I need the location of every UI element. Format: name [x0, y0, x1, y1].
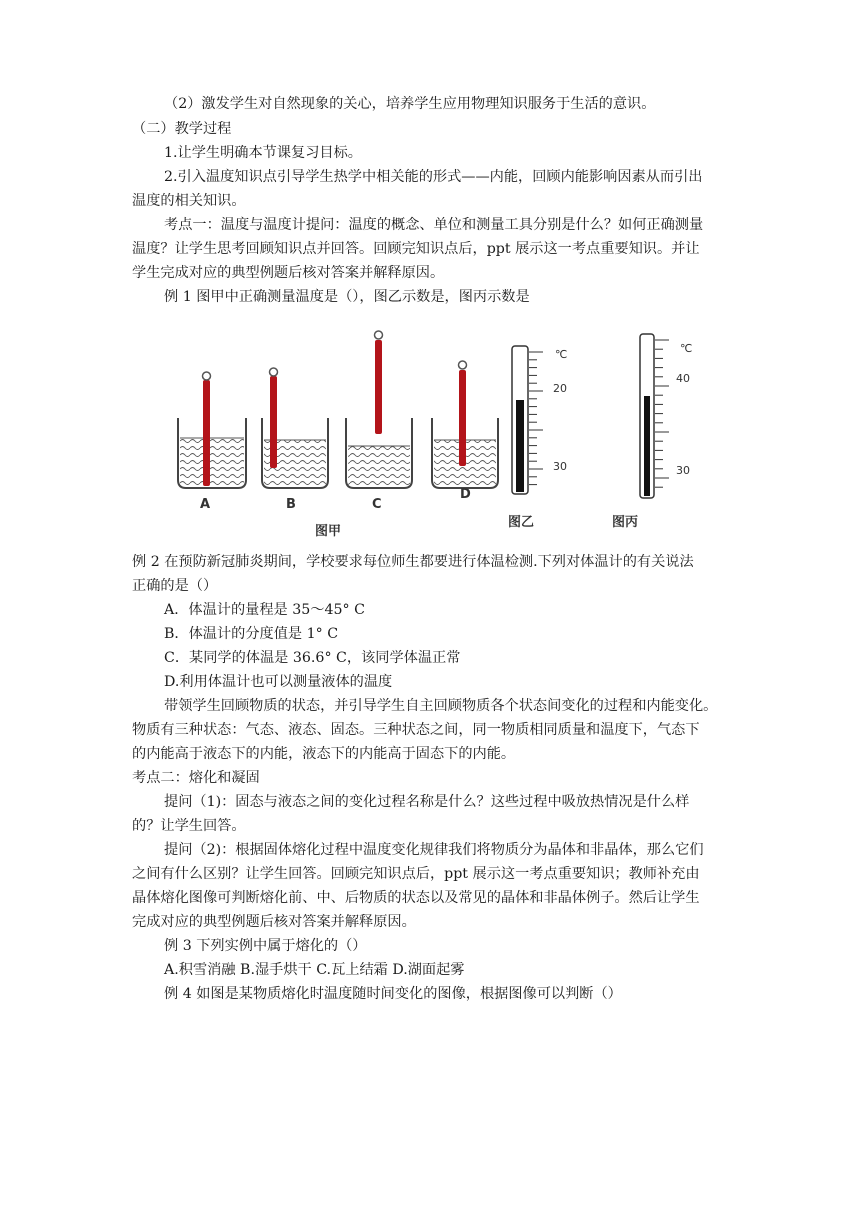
text-line: 之间有什么区别？让学生回答。回顾完知识点后，ppt 展示这一考点重要知识；教师补充由	[132, 866, 700, 882]
text-line: 温度的相关知识。	[132, 193, 246, 209]
text-line: 晶体熔化图像可判断熔化前、中、后物质的状态以及常见的晶体和非晶体例子。然后让学生	[132, 890, 700, 906]
beaker-label-a: A	[200, 497, 211, 512]
text-line: 例 4 如图是某物质熔化时温度随时间变化的图像，根据图像可以判断（）	[164, 986, 622, 1002]
caption-bing: 图丙	[612, 515, 639, 530]
bing-tick-label-40: 40	[676, 372, 690, 385]
text-line: 的？让学生回答。	[132, 818, 246, 834]
text-line: （二）教学过程	[132, 121, 232, 137]
thermometer-figure-svg	[170, 318, 710, 548]
text-line: C．某同学的体温是 36.6° C，该同学体温正常	[164, 650, 461, 666]
text-line: 正确的是（）	[132, 578, 218, 594]
text-line: A．体温计的量程是 35～45° C	[164, 602, 366, 618]
bing-tick-label-30: 30	[676, 464, 690, 477]
text-line: 提问（2)：根据固体熔化过程中温度变化规律我们将物质分为晶体和非晶体，那么它们	[164, 842, 704, 858]
yi-ticks	[529, 352, 543, 485]
bing-unit: ℃	[680, 342, 693, 355]
text-line: 2.引入温度知识点引导学生热学中相关能的形式——内能，回顾内能影响因素从而引出	[164, 169, 703, 185]
yi-unit: ℃	[555, 348, 568, 361]
text-line: 学生完成对应的典型例题后核对答案并解释原因。	[132, 265, 445, 281]
thermometer-figure	[170, 318, 710, 548]
text-line: 例 3 下列实例中属于熔化的（）	[164, 938, 367, 954]
yi-tick-label-20: 20	[553, 382, 567, 395]
beaker-b	[262, 368, 328, 512]
beaker-label-b: B	[286, 497, 296, 512]
text-line: 提问（1)：固态与液态之间的变化过程名称是什么？这些过程中吸放热情况是什么样	[164, 794, 690, 810]
beaker-a	[178, 372, 246, 512]
beaker-c	[346, 331, 412, 512]
text-line: 物质有三种状态：气态、液态、固态。三种状态之间，同一物质相同质量和温度下，气态下	[132, 722, 700, 738]
text-line: 考点一：温度与温度计提问：温度的概念、单位和测量工具分别是什么？如何正确测量	[164, 217, 704, 233]
text-line: A.积雪消融 B.湿手烘干 C.瓦上结霜 D.湖面起雾	[164, 962, 465, 978]
thermometer-d	[459, 370, 466, 466]
caption-yi: 图乙	[508, 515, 535, 530]
thermometer-b	[270, 376, 277, 468]
text-line: B．体温计的分度值是 1° C	[164, 626, 339, 642]
text-line: D.利用体温计也可以测量液体的温度	[164, 674, 393, 690]
text-line: 考点二：熔化和凝固	[132, 770, 260, 786]
text-line: 的内能高于液态下的内能，液态下的内能高于固态下的内能。	[132, 746, 516, 762]
thermometer-a	[203, 380, 210, 486]
beaker-d	[432, 361, 498, 502]
text-line: 带领学生回顾物质的状态，并引导学生自主回顾物质各个状态间变化的过程和内能变化。	[164, 698, 718, 714]
text-line: 1.让学生明确本节课复习目标。	[164, 145, 362, 161]
text-line: （2）激发学生对自然现象的关心，培养学生应用物理知识服务于生活的意识。	[164, 96, 656, 112]
beaker-label-c: C	[372, 497, 382, 512]
text-line: 例 1 图甲中正确测量温度是（），图乙示数是，图丙示数是	[164, 289, 530, 305]
text-line: 温度？让学生思考回顾知识点并回答。回顾完知识点后，ppt 展示这一考点重要知识。并让	[132, 241, 700, 257]
bing-ticks	[655, 340, 669, 487]
thermometer-bing	[612, 334, 692, 530]
beaker-label-d: D	[460, 487, 471, 502]
text-line: 例 2 在预防新冠肺炎期间，学校要求每位师生都要进行体温检测.下列对体温计的有关说法	[132, 554, 694, 570]
thermometer-c	[375, 340, 382, 434]
text-line: 完成对应的典型例题后核对答案并解释原因。	[132, 914, 416, 930]
caption-jia: 图甲	[315, 524, 342, 539]
yi-tick-label-30: 30	[553, 460, 567, 473]
thermometer-yi	[508, 346, 567, 530]
